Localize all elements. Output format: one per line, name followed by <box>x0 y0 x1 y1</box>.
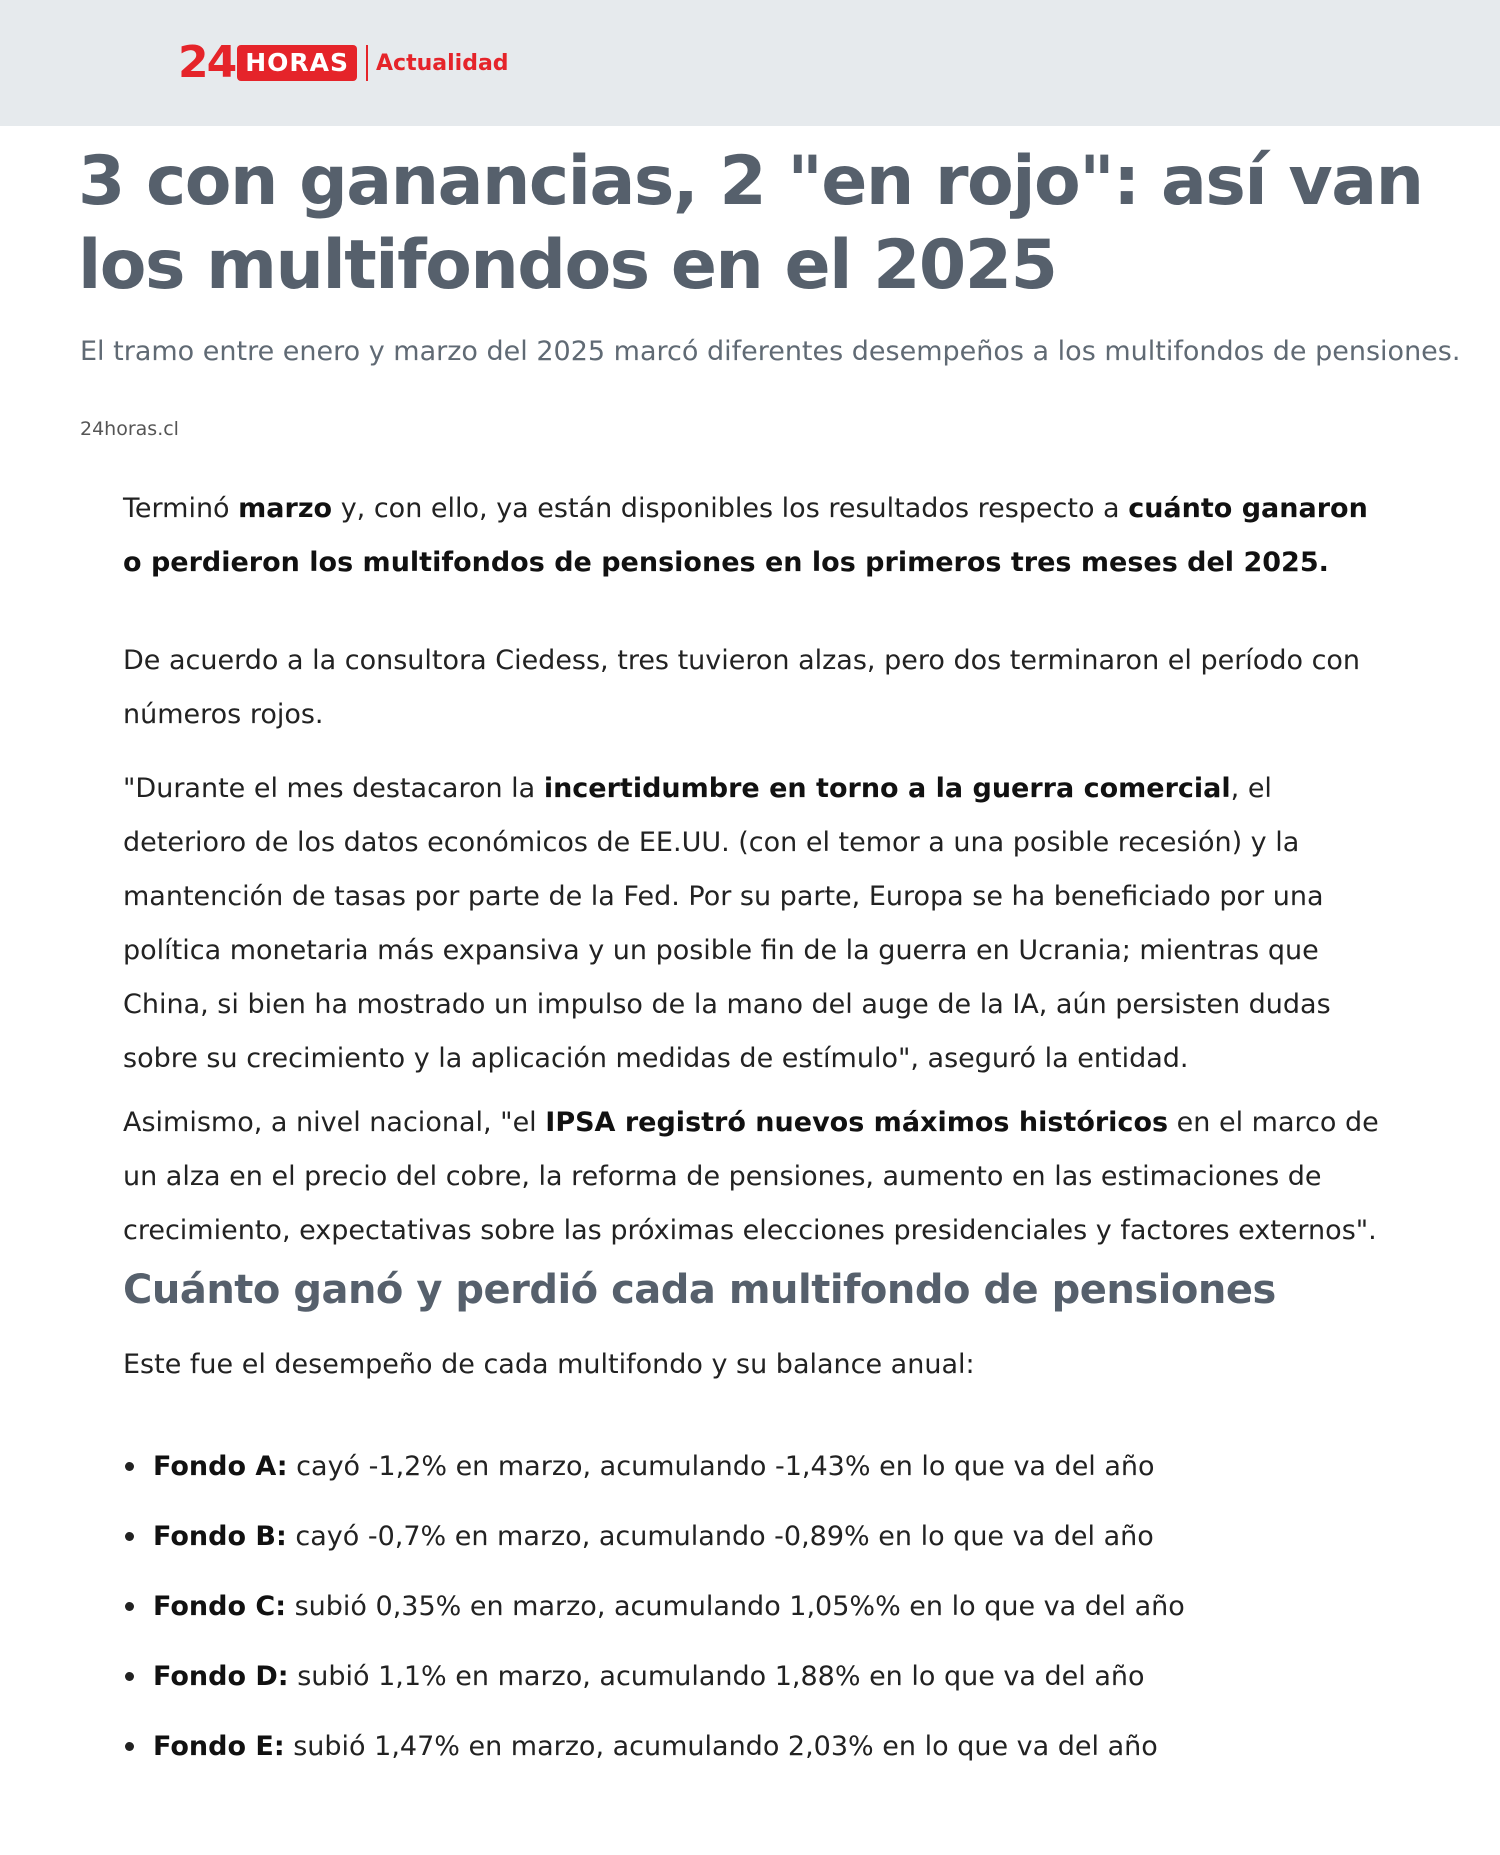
fund-label: Fondo E: <box>153 1731 285 1762</box>
article-subtitle: El tramo entre enero y marzo del 2025 marcó diferentes desempeños a los multifondos de pensiones. <box>80 336 1461 367</box>
site-logo[interactable] <box>178 37 509 88</box>
funds-list <box>123 1432 1393 1782</box>
fund-label: Fondo D: <box>153 1661 289 1692</box>
list-item <box>123 1572 1393 1642</box>
paragraph-3 <box>123 762 1393 1086</box>
paragraph-3-text-b: , el deterioro de los datos económicos de EE.UU. (con el temor a una posible recesión) y la mantención de tasas por parte de la Fed. Por su parte, Europa se ha beneficiado por una política monetaria más expansiva y un posible fin de la guerra en Ucrania; mientras que China, si bien ha mostrado un impulso de la mano del auge de la IA, aún persisten dudas sobre su crecimiento y la aplicación medidas de estímulo", aseguró la entidad. <box>123 773 1331 1074</box>
list-item <box>123 1712 1393 1782</box>
article-title: 3 con ganancias, 2 "en rojo": así van los multifondos en el 2025 <box>78 142 1423 305</box>
list-item <box>123 1502 1393 1572</box>
funds-intro: Este fue el desempeño de cada multifondo y su balance anual: <box>123 1349 975 1380</box>
paragraph-3-text-a: "Durante el mes destacaron la <box>123 773 544 804</box>
section-heading: Cuánto ganó y perdió cada multifondo de pensiones <box>123 1267 1276 1313</box>
logo-number: 24 <box>178 37 236 88</box>
logo-divider <box>366 45 368 81</box>
fund-label: Fondo B: <box>153 1521 287 1552</box>
fund-text: cayó -1,2% en marzo, acumulando -1,43% en lo que va del año <box>287 1451 1155 1482</box>
paragraph-4-text-a: Asimismo, a nivel nacional, "el <box>123 1107 546 1138</box>
paragraph-1-bold-b: cuánto ganaron o perdieron los multifondos de pensiones en los primeros tres meses del 2025. <box>123 493 1368 578</box>
logo-word: HORAS <box>237 45 357 81</box>
paragraph-3-bold: incertidumbre en torno a la guerra comercial <box>543 773 1231 804</box>
fund-text: subió 1,1% en marzo, acumulando 1,88% en lo que va del año <box>288 1661 1145 1692</box>
fund-text: subió 0,35% en marzo, acumulando 1,05%% en lo que va del año <box>286 1591 1185 1622</box>
bullet-icon <box>125 1742 134 1751</box>
bullet-icon <box>125 1672 134 1681</box>
fund-label: Fondo C: <box>153 1591 287 1622</box>
list-item <box>123 1642 1393 1712</box>
site-header <box>0 0 1500 126</box>
list-item <box>123 1432 1393 1502</box>
fund-label: Fondo A: <box>153 1451 288 1482</box>
paragraph-1 <box>123 482 1393 590</box>
paragraph-2: De acuerdo a la consultora Ciedess, tres tuvieron alzas, pero dos terminaron el período con números rojos. <box>123 645 1361 730</box>
fund-text: subió 1,47% en marzo, acumulando 2,03% en lo que va del año <box>284 1731 1158 1762</box>
bullet-icon <box>125 1462 134 1471</box>
fund-text: cayó -0,7% en marzo, acumulando -0,89% en lo que va del año <box>286 1521 1154 1552</box>
paragraph-4-text-b: en el marco de un alza en el precio del cobre, la reforma de pensiones, aumento en las estimaciones de crecimiento, expectativas sobre las próximas elecciones presidenciales y factores externos". <box>123 1107 1379 1246</box>
paragraph-1-text-b: y, con ello, ya están disponibles los resultados respecto a <box>332 493 1129 524</box>
bullet-icon <box>125 1532 134 1541</box>
paragraph-1-bold-a: marzo <box>238 493 333 524</box>
article-body <box>123 482 1393 1782</box>
section-link[interactable]: Actualidad <box>376 50 509 76</box>
paragraph-1-text-a: Terminó <box>123 493 239 524</box>
paragraph-4-bold: IPSA registró nuevos máximos históricos <box>545 1107 1169 1138</box>
paragraph-4 <box>123 1096 1393 1258</box>
bullet-icon <box>125 1602 134 1611</box>
article-source: 24horas.cl <box>80 418 179 440</box>
